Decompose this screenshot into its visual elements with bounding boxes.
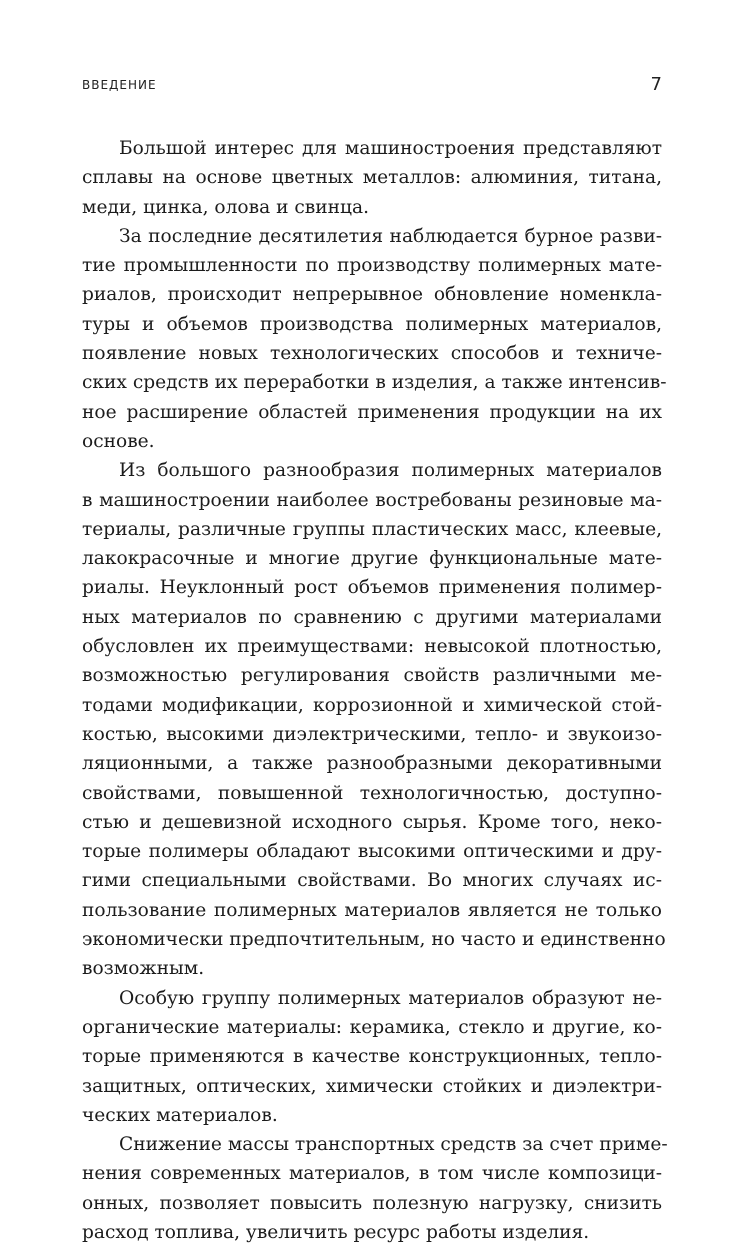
text-line: риалов, происходит непрерывное обновление номенкла- bbox=[82, 284, 662, 306]
text-line: стью и дешевизной исходного сырья. Кроме того, неко- bbox=[82, 811, 662, 833]
text-line: меди, цинка, олова и свинца. bbox=[82, 196, 369, 218]
text-line: Особую группу полимерных материалов образуют не- bbox=[119, 987, 662, 1009]
text-line: пользование полимерных материалов является не только bbox=[82, 899, 662, 921]
paragraph bbox=[82, 984, 662, 1130]
text-line: ных материалов по сравнению с другими материалами bbox=[82, 606, 662, 628]
text-line: Из большого разнообразия полимерных материалов bbox=[119, 460, 662, 482]
text-line: териалы, различные группы пластических масс, клеевые, bbox=[82, 518, 662, 540]
text-line: тодами модификации, коррозионной и химической стой- bbox=[82, 694, 662, 716]
text-line: костью, высокими диэлектрическими, тепло- и звукоизо- bbox=[82, 723, 662, 745]
body-text bbox=[82, 134, 668, 1247]
text-line: в машиностроении наиболее востребованы резиновые ма- bbox=[82, 489, 662, 511]
text-line: онных, позволяет повысить полезную нагрузку, снизить bbox=[82, 1192, 662, 1214]
text-line: ное расширение областей применения продукции на их bbox=[82, 401, 662, 423]
text-line: обусловлен их преимуществами: невысокой плотностью, bbox=[82, 636, 662, 658]
text-line: свойствами, повышенной технологичностью, доступно- bbox=[82, 782, 662, 804]
text-line: органические материалы: керамика, стекло и другие, ко- bbox=[82, 1016, 662, 1038]
paragraph bbox=[82, 222, 667, 456]
text-line: тие промышленности по производству полимерных мате- bbox=[82, 255, 662, 277]
paragraph bbox=[82, 134, 662, 222]
text-line: защитных, оптических, химически стойких и диэлектри- bbox=[82, 1075, 662, 1097]
text-line: Снижение массы транспортных средств за счет приме- bbox=[119, 1134, 668, 1156]
paragraph bbox=[82, 1130, 668, 1247]
text-line: расход топлива, увеличить ресурс работы изделия. bbox=[82, 1221, 590, 1243]
page-number: 7 bbox=[650, 74, 662, 95]
text-line: торые полимеры обладают высокими оптическими и дру- bbox=[82, 841, 662, 863]
text-line: Большой интерес для машиностроения представляют bbox=[119, 138, 662, 159]
text-line: возможностью регулирования свойств различными ме- bbox=[82, 665, 662, 687]
text-line: лакокрасочные и многие другие функциональные мате- bbox=[82, 548, 662, 570]
text-line: гими специальными свойствами. Во многих случаях ис- bbox=[82, 870, 662, 892]
text-line: риалы. Неуклонный рост объемов применения полимер- bbox=[82, 577, 662, 599]
text-line: появление новых технологических способов и техниче- bbox=[82, 343, 662, 365]
text-line: ских средств их переработки в изделия, а также интенсив- bbox=[82, 372, 667, 394]
text-line: торые применяются в качестве конструкционных, тепло- bbox=[82, 1046, 662, 1068]
text-line: основе. bbox=[82, 430, 155, 452]
text-line: ляционными, а также разнообразными декоративными bbox=[82, 753, 662, 775]
text-line: ческих материалов. bbox=[82, 1104, 278, 1126]
page-header bbox=[82, 74, 662, 98]
paragraph bbox=[82, 456, 666, 983]
text-line: За последние десятилетия наблюдается бурное разви- bbox=[119, 225, 662, 247]
text-line: экономически предпочтительным, но часто и единственно bbox=[82, 929, 666, 951]
text-line: сплавы на основе цветных металлов: алюминия, титана, bbox=[82, 167, 662, 189]
running-head: ВВЕДЕНИЕ bbox=[82, 78, 157, 92]
text-line: возможным. bbox=[82, 958, 205, 980]
text-line: туры и объемов производства полимерных материалов, bbox=[82, 313, 662, 335]
text-line: нения современных материалов, в том числе композици- bbox=[82, 1163, 662, 1185]
